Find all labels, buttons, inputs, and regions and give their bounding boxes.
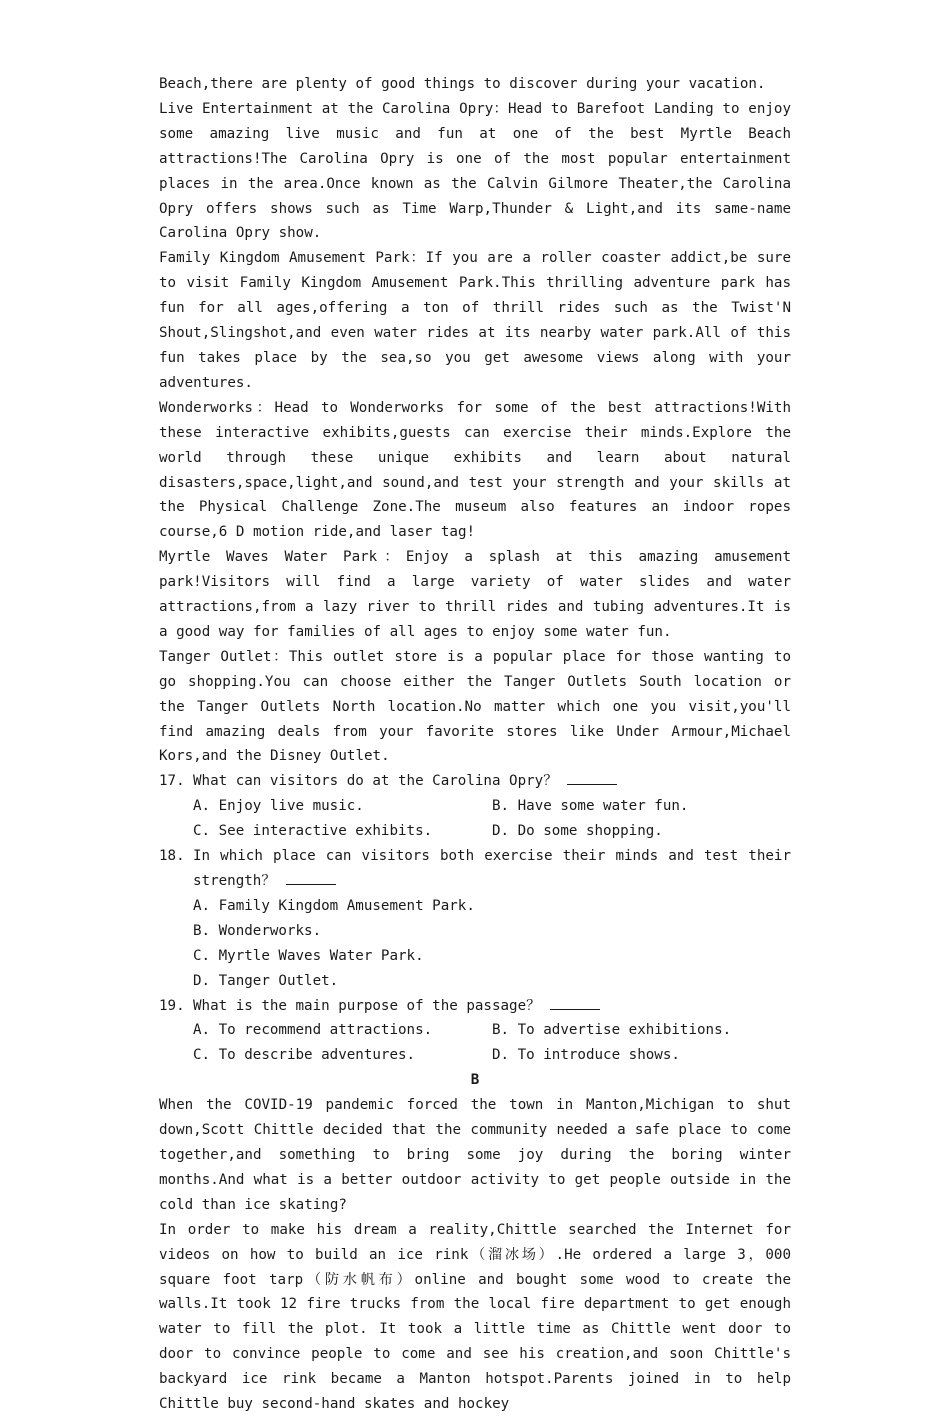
question-number: 18. [159, 848, 185, 865]
question-19 [159, 994, 791, 1019]
option-b: B. To advertise exhibitions. [492, 1022, 732, 1039]
option-c: C. See interactive exhibits. [193, 823, 433, 840]
option-b: B. Wonderworks. [193, 922, 322, 939]
passage-a-paragraph: Family Kingdom Amusement Park：If you are a roller coaster addict,be sure to visit Family Kingdom Amusement Park.This thrilling adventure park has fun for all ages,offering a ton of thrill rides such as the Twist'N Shout,Slingshot,and even water rides at its nearby water park.All of this fun takes place by the sea,so you get awesome views along with your adventures. [159, 250, 791, 391]
options-row [193, 819, 791, 844]
option-c: C. To describe adventures. [193, 1047, 416, 1064]
passage-b-paragraph: In order to make his dream a reality,Chittle searched the Internet for videos on how to build an ice rink（溜冰场）.He ordered a large 3，000 square foot tarp（防水帆布）online and bought some wood to create the walls.It took 12 fire trucks from the local fire department to get enough water to fill the plot. It took a little time as Chittle went door to door to convince people to come and see his creation,and soon Chittle's backyard ice rink became a Manton hotspot.Parents joined in to help Chittle buy second-hand skates and hockey [159, 1221, 791, 1413]
option-c: C. Myrtle Waves Water Park. [193, 947, 424, 964]
passage-a-paragraph: Wonderworks：Head to Wonderworks for some of the best attractions!With these interactive exhibits,guests can exercise their minds.Explore the world through these unique exhibits and learn about natural disasters,space,light,and sound,and test your strength and your skills at the Physical Challenge Zone.The museum also features an indoor ropes course,6 D motion ride,and laser tag! [159, 399, 791, 541]
question-text: In which place can visitors both exercise their minds and test their strength？ [193, 848, 791, 889]
passage-a-paragraph: Beach,there are plenty of good things to discover during your vacation. [159, 76, 766, 92]
question-number: 17. [159, 773, 185, 790]
document-page [159, 72, 791, 1417]
option-a: A. Family Kingdom Amusement Park. [193, 897, 475, 914]
option-b: B. Have some water fun. [492, 798, 689, 815]
options-row [193, 1043, 791, 1068]
passage-a-paragraph: Live Entertainment at the Carolina Opry：Head to Barefoot Landing to enjoy some amazing live music and fun at one of the best Myrtle Beach attractions!The Carolina Opry is one of the most popular entertainment places in the area.Once known as the Calvin Gilmore Theater,the Carolina Opry offers shows such as Time Warp,Thunder & Light,and its same-name Carolina Opry show. [159, 100, 791, 242]
passage-a-paragraph: Myrtle Waves Water Park：Enjoy a splash at this amazing amusement park!Visitors will find a large variety of water slides and water attractions,from a lazy river to thrill rides and tubing adventures.It is a good way for families of all ages to enjoy some water fun. [159, 549, 791, 640]
options-row [193, 1018, 791, 1043]
options-row [193, 794, 791, 819]
passage-a-paragraph: Tanger Outlet：This outlet store is a popular place for those wanting to go shopping.You can choose either the Tanger Outlets South location or the Tanger Outlets North location.No matter which one you visit,you'll find amazing deals from your favorite stores like Under Armour,Michael Kors,and the Disney Outlet. [159, 648, 791, 765]
passage-b-paragraph: When the COVID-19 pandemic forced the town in Manton,Michigan to shut down,Scott Chittle decided that the community needed a safe place to come together,and something to bring some joy during the boring winter months.And what is a better outdoor activity to get people outside in the cold than ice skating? [159, 1097, 791, 1213]
question-17 [159, 769, 791, 794]
option-d: D. Tanger Outlet. [193, 972, 339, 989]
section-heading: B [470, 1072, 480, 1089]
question-text: What can visitors do at the Carolina Opry？ [193, 773, 558, 790]
option-a: A. Enjoy live music. [193, 798, 364, 815]
option-d: D. Do some shopping. [492, 823, 663, 840]
question-number: 19. [159, 997, 185, 1014]
question-18 [159, 844, 791, 894]
answer-blank [567, 770, 617, 785]
answer-blank [286, 870, 336, 885]
answer-blank [550, 995, 600, 1010]
question-text: What is the main purpose of the passage？ [193, 997, 541, 1014]
option-a: A. To recommend attractions. [193, 1022, 433, 1039]
option-d: D. To introduce shows. [492, 1047, 680, 1064]
